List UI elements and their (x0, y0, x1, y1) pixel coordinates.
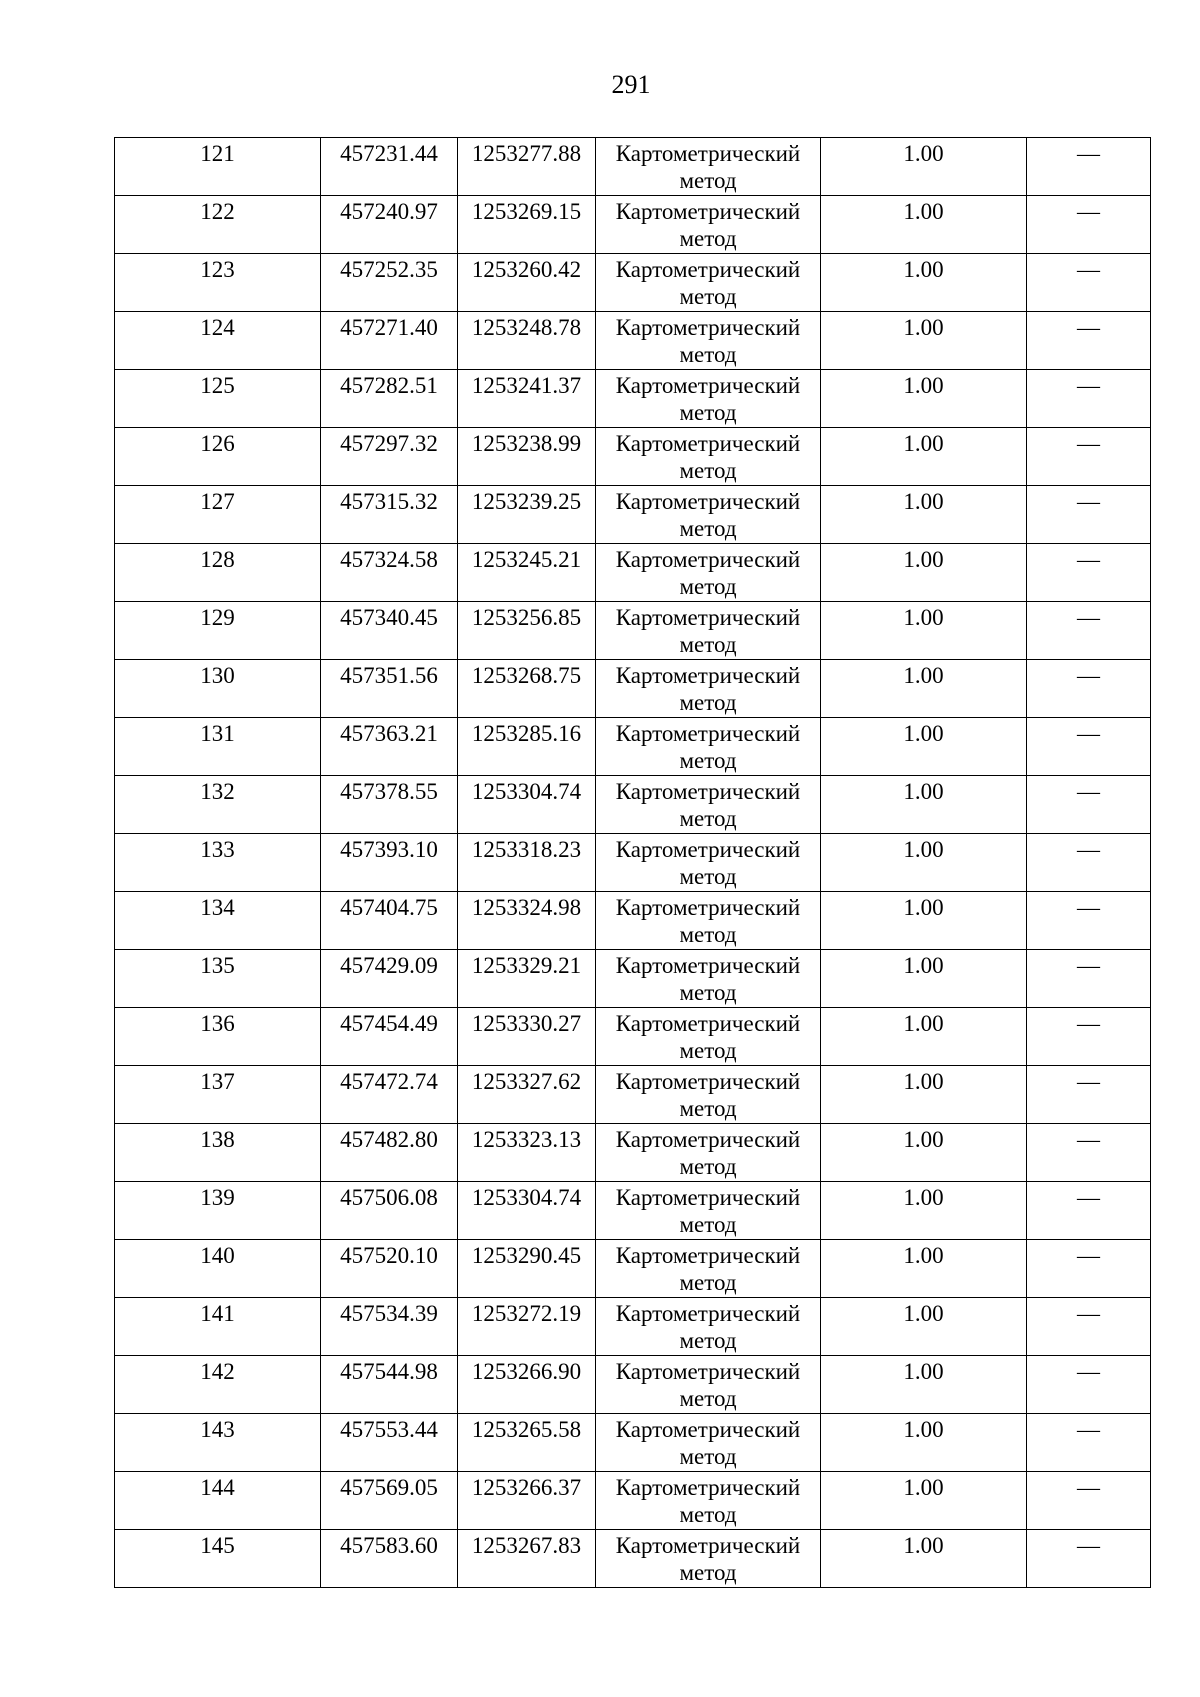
table-row (115, 254, 1151, 312)
point-number-cell: 143 (115, 1414, 321, 1472)
method-cell (596, 950, 821, 1008)
y-coordinate-cell: 1253248.78 (458, 312, 596, 370)
y-coordinate-cell: 1253241.37 (458, 370, 596, 428)
x-coordinate-cell: 457252.35 (321, 254, 458, 312)
point-number-cell: 136 (115, 1008, 321, 1066)
note-cell: — (1027, 1182, 1151, 1240)
note-cell: — (1027, 1124, 1151, 1182)
table-row (115, 718, 1151, 776)
table-row (115, 834, 1151, 892)
table-row (115, 776, 1151, 834)
method-text-line2: метод (679, 284, 737, 309)
point-number-cell: 132 (115, 776, 321, 834)
x-coordinate-cell: 457544.98 (321, 1356, 458, 1414)
table-row (115, 1182, 1151, 1240)
method-text-line1: Картометрический (615, 1417, 801, 1442)
method-text-line2: метод (679, 400, 737, 425)
point-number-cell: 126 (115, 428, 321, 486)
method-text-line1: Картометрический (615, 895, 801, 920)
method-text-line2: метод (679, 1328, 737, 1353)
accuracy-cell: 1.00 (821, 138, 1027, 196)
accuracy-cell: 1.00 (821, 312, 1027, 370)
table-row (115, 312, 1151, 370)
accuracy-cell: 1.00 (821, 1472, 1027, 1530)
method-text-line2: метод (679, 980, 737, 1005)
method-text-line2: метод (679, 922, 737, 947)
y-coordinate-cell: 1253277.88 (458, 138, 596, 196)
y-coordinate-cell: 1253324.98 (458, 892, 596, 950)
accuracy-cell: 1.00 (821, 544, 1027, 602)
method-text-line1: Картометрический (615, 1011, 801, 1036)
accuracy-cell: 1.00 (821, 196, 1027, 254)
method-text-line1: Картометрический (615, 1475, 801, 1500)
method-text-line2: метод (679, 1270, 737, 1295)
x-coordinate-cell: 457404.75 (321, 892, 458, 950)
point-number-cell: 134 (115, 892, 321, 950)
x-coordinate-cell: 457472.74 (321, 1066, 458, 1124)
note-cell: — (1027, 1530, 1151, 1588)
note-cell: — (1027, 1356, 1151, 1414)
method-text-line2: метод (679, 806, 737, 831)
table-row (115, 1356, 1151, 1414)
method-text-line1: Картометрический (615, 779, 801, 804)
accuracy-cell: 1.00 (821, 1240, 1027, 1298)
note-cell: — (1027, 1008, 1151, 1066)
accuracy-cell: 1.00 (821, 1414, 1027, 1472)
accuracy-cell: 1.00 (821, 1066, 1027, 1124)
note-cell: — (1027, 660, 1151, 718)
point-number-cell: 130 (115, 660, 321, 718)
x-coordinate-cell: 457520.10 (321, 1240, 458, 1298)
method-text-line1: Картометрический (615, 373, 801, 398)
point-number-cell: 122 (115, 196, 321, 254)
accuracy-cell: 1.00 (821, 1530, 1027, 1588)
point-number-cell: 128 (115, 544, 321, 602)
x-coordinate-cell: 457340.45 (321, 602, 458, 660)
point-number-cell: 139 (115, 1182, 321, 1240)
method-cell (596, 660, 821, 718)
note-cell: — (1027, 370, 1151, 428)
method-cell (596, 544, 821, 602)
table-row (115, 486, 1151, 544)
method-cell (596, 718, 821, 776)
method-text-line1: Картометрический (615, 257, 801, 282)
note-cell: — (1027, 138, 1151, 196)
method-text-line1: Картометрический (615, 1301, 801, 1326)
x-coordinate-cell: 457534.39 (321, 1298, 458, 1356)
x-coordinate-cell: 457393.10 (321, 834, 458, 892)
method-text-line2: метод (679, 226, 737, 251)
y-coordinate-cell: 1253329.21 (458, 950, 596, 1008)
table-row (115, 1066, 1151, 1124)
table-row (115, 1298, 1151, 1356)
method-cell (596, 138, 821, 196)
method-text-line1: Картометрический (615, 315, 801, 340)
point-number-cell: 124 (115, 312, 321, 370)
accuracy-cell: 1.00 (821, 950, 1027, 1008)
table-row (115, 1472, 1151, 1530)
point-number-cell: 142 (115, 1356, 321, 1414)
note-cell: — (1027, 1414, 1151, 1472)
x-coordinate-cell: 457240.97 (321, 196, 458, 254)
method-text-line1: Картометрический (615, 721, 801, 746)
note-cell: — (1027, 1240, 1151, 1298)
note-cell: — (1027, 1066, 1151, 1124)
method-cell (596, 312, 821, 370)
method-text-line1: Картометрический (615, 837, 801, 862)
method-cell (596, 834, 821, 892)
y-coordinate-cell: 1253245.21 (458, 544, 596, 602)
table-row (115, 1008, 1151, 1066)
method-text-line2: метод (679, 748, 737, 773)
note-cell: — (1027, 834, 1151, 892)
method-text-line1: Картометрический (615, 953, 801, 978)
method-text-line2: метод (679, 342, 737, 367)
y-coordinate-cell: 1253304.74 (458, 776, 596, 834)
note-cell: — (1027, 196, 1151, 254)
table-row (115, 138, 1151, 196)
table-row (115, 370, 1151, 428)
accuracy-cell: 1.00 (821, 370, 1027, 428)
method-text-line1: Картометрический (615, 431, 801, 456)
accuracy-cell: 1.00 (821, 602, 1027, 660)
y-coordinate-cell: 1253267.83 (458, 1530, 596, 1588)
method-text-line1: Картометрический (615, 141, 801, 166)
y-coordinate-cell: 1253304.74 (458, 1182, 596, 1240)
table-row (115, 892, 1151, 950)
accuracy-cell: 1.00 (821, 892, 1027, 950)
method-text-line1: Картометрический (615, 1359, 801, 1384)
note-cell: — (1027, 950, 1151, 1008)
table-row (115, 602, 1151, 660)
method-text-line2: метод (679, 458, 737, 483)
method-cell (596, 1530, 821, 1588)
note-cell: — (1027, 1298, 1151, 1356)
method-text-line1: Картометрический (615, 547, 801, 572)
method-text-line2: метод (679, 690, 737, 715)
accuracy-cell: 1.00 (821, 1182, 1027, 1240)
method-text-line1: Картометрический (615, 605, 801, 630)
method-text-line2: метод (679, 864, 737, 889)
method-text-line2: метод (679, 1502, 737, 1527)
accuracy-cell: 1.00 (821, 718, 1027, 776)
coordinates-table (114, 137, 1151, 1588)
point-number-cell: 145 (115, 1530, 321, 1588)
accuracy-cell: 1.00 (821, 776, 1027, 834)
method-cell (596, 1414, 821, 1472)
method-text-line2: метод (679, 1096, 737, 1121)
y-coordinate-cell: 1253272.19 (458, 1298, 596, 1356)
method-cell (596, 1182, 821, 1240)
note-cell: — (1027, 486, 1151, 544)
table-row (115, 544, 1151, 602)
note-cell: — (1027, 312, 1151, 370)
y-coordinate-cell: 1253327.62 (458, 1066, 596, 1124)
x-coordinate-cell: 457315.32 (321, 486, 458, 544)
x-coordinate-cell: 457454.49 (321, 1008, 458, 1066)
x-coordinate-cell: 457363.21 (321, 718, 458, 776)
note-cell: — (1027, 602, 1151, 660)
point-number-cell: 138 (115, 1124, 321, 1182)
method-text-line2: метод (679, 1212, 737, 1237)
method-cell (596, 1008, 821, 1066)
table-row (115, 1414, 1151, 1472)
method-cell (596, 1124, 821, 1182)
y-coordinate-cell: 1253285.16 (458, 718, 596, 776)
table-row (115, 428, 1151, 486)
accuracy-cell: 1.00 (821, 254, 1027, 312)
method-text-line2: метод (679, 1386, 737, 1411)
point-number-cell: 131 (115, 718, 321, 776)
y-coordinate-cell: 1253290.45 (458, 1240, 596, 1298)
x-coordinate-cell: 457429.09 (321, 950, 458, 1008)
y-coordinate-cell: 1253265.58 (458, 1414, 596, 1472)
coordinates-table-body (115, 138, 1151, 1588)
y-coordinate-cell: 1253238.99 (458, 428, 596, 486)
method-cell (596, 1240, 821, 1298)
method-text-line1: Картометрический (615, 663, 801, 688)
accuracy-cell: 1.00 (821, 1298, 1027, 1356)
point-number-cell: 123 (115, 254, 321, 312)
method-text-line1: Картометрический (615, 1243, 801, 1268)
method-cell (596, 1066, 821, 1124)
x-coordinate-cell: 457231.44 (321, 138, 458, 196)
point-number-cell: 121 (115, 138, 321, 196)
point-number-cell: 141 (115, 1298, 321, 1356)
y-coordinate-cell: 1253318.23 (458, 834, 596, 892)
x-coordinate-cell: 457271.40 (321, 312, 458, 370)
table-row (115, 196, 1151, 254)
note-cell: — (1027, 718, 1151, 776)
method-cell (596, 1356, 821, 1414)
method-cell (596, 254, 821, 312)
method-cell (596, 776, 821, 834)
point-number-cell: 144 (115, 1472, 321, 1530)
table-row (115, 1530, 1151, 1588)
point-number-cell: 129 (115, 602, 321, 660)
method-cell (596, 892, 821, 950)
method-text-line2: метод (679, 1444, 737, 1469)
accuracy-cell: 1.00 (821, 834, 1027, 892)
method-text-line1: Картометрический (615, 1069, 801, 1094)
y-coordinate-cell: 1253256.85 (458, 602, 596, 660)
note-cell: — (1027, 428, 1151, 486)
accuracy-cell: 1.00 (821, 660, 1027, 718)
table-row (115, 1124, 1151, 1182)
y-coordinate-cell: 1253268.75 (458, 660, 596, 718)
note-cell: — (1027, 892, 1151, 950)
point-number-cell: 125 (115, 370, 321, 428)
x-coordinate-cell: 457583.60 (321, 1530, 458, 1588)
accuracy-cell: 1.00 (821, 1124, 1027, 1182)
method-text-line1: Картометрический (615, 199, 801, 224)
method-cell (596, 602, 821, 660)
method-text-line2: метод (679, 1154, 737, 1179)
x-coordinate-cell: 457482.80 (321, 1124, 458, 1182)
note-cell: — (1027, 254, 1151, 312)
x-coordinate-cell: 457282.51 (321, 370, 458, 428)
y-coordinate-cell: 1253239.25 (458, 486, 596, 544)
table-row (115, 660, 1151, 718)
x-coordinate-cell: 457297.32 (321, 428, 458, 486)
method-cell (596, 196, 821, 254)
note-cell: — (1027, 776, 1151, 834)
method-text-line2: метод (679, 632, 737, 657)
method-text-line1: Картометрический (615, 489, 801, 514)
x-coordinate-cell: 457553.44 (321, 1414, 458, 1472)
point-number-cell: 135 (115, 950, 321, 1008)
method-cell (596, 1298, 821, 1356)
accuracy-cell: 1.00 (821, 428, 1027, 486)
point-number-cell: 133 (115, 834, 321, 892)
method-text-line1: Картометрический (615, 1127, 801, 1152)
x-coordinate-cell: 457569.05 (321, 1472, 458, 1530)
x-coordinate-cell: 457324.58 (321, 544, 458, 602)
accuracy-cell: 1.00 (821, 486, 1027, 544)
accuracy-cell: 1.00 (821, 1008, 1027, 1066)
page-number: 291 (611, 70, 651, 99)
x-coordinate-cell: 457378.55 (321, 776, 458, 834)
table-row (115, 1240, 1151, 1298)
note-cell: — (1027, 544, 1151, 602)
method-text-line1: Картометрический (615, 1185, 801, 1210)
y-coordinate-cell: 1253269.15 (458, 196, 596, 254)
point-number-cell: 140 (115, 1240, 321, 1298)
y-coordinate-cell: 1253266.90 (458, 1356, 596, 1414)
accuracy-cell: 1.00 (821, 1356, 1027, 1414)
method-text-line2: метод (679, 1560, 737, 1585)
method-cell (596, 370, 821, 428)
x-coordinate-cell: 457351.56 (321, 660, 458, 718)
x-coordinate-cell: 457506.08 (321, 1182, 458, 1240)
method-text-line1: Картометрический (615, 1533, 801, 1558)
method-cell (596, 1472, 821, 1530)
y-coordinate-cell: 1253266.37 (458, 1472, 596, 1530)
table-row (115, 950, 1151, 1008)
method-cell (596, 486, 821, 544)
note-cell: — (1027, 1472, 1151, 1530)
method-text-line2: метод (679, 1038, 737, 1063)
y-coordinate-cell: 1253260.42 (458, 254, 596, 312)
point-number-cell: 137 (115, 1066, 321, 1124)
method-cell (596, 428, 821, 486)
method-text-line2: метод (679, 168, 737, 193)
method-text-line2: метод (679, 574, 737, 599)
method-text-line2: метод (679, 516, 737, 541)
point-number-cell: 127 (115, 486, 321, 544)
y-coordinate-cell: 1253323.13 (458, 1124, 596, 1182)
y-coordinate-cell: 1253330.27 (458, 1008, 596, 1066)
